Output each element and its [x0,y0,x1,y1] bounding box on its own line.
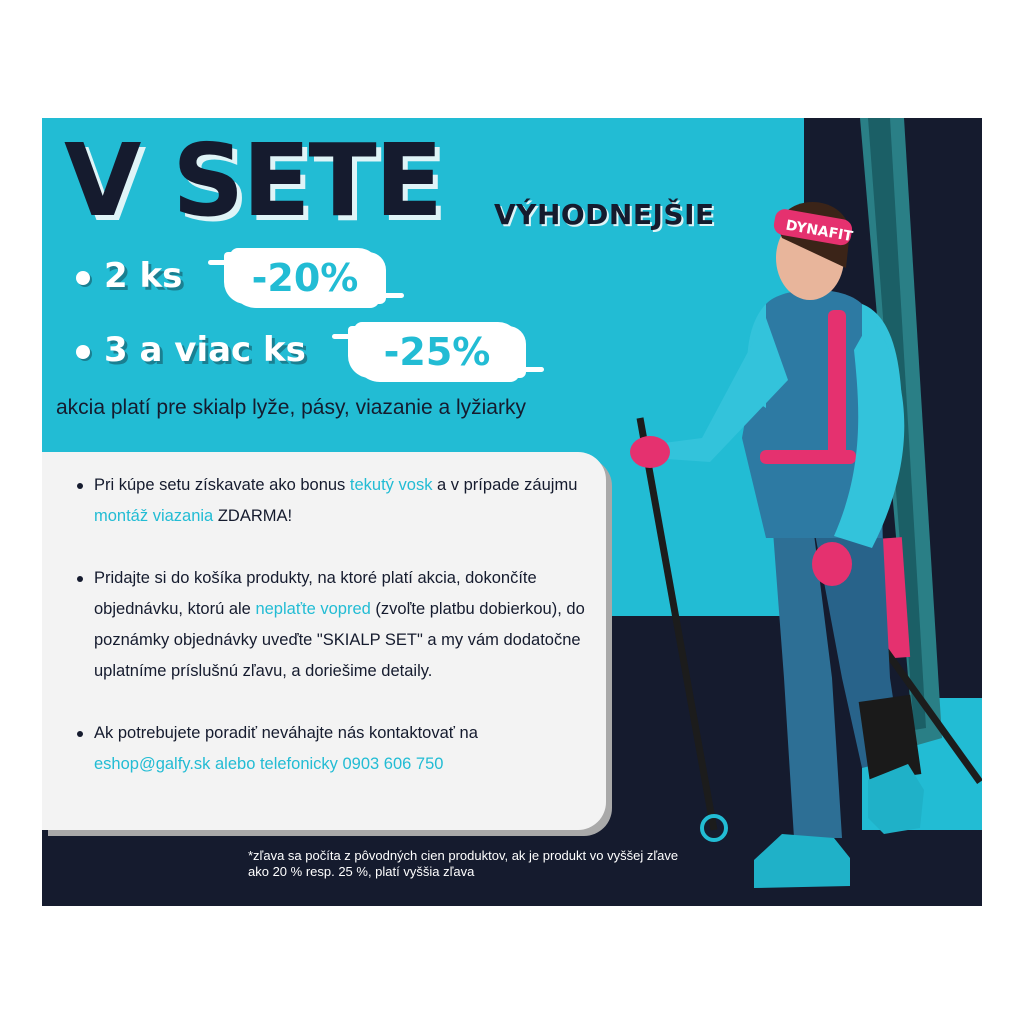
footnote: *zľava sa počíta z pôvodných cien produktov, ak je produkt vo vyššej zľave ako 20 % resp. 25 %, platí vyššia zľava [248,848,679,879]
offer-2-label: 3 a viac ks [104,330,306,370]
info-item-order: Pridajte si do košíka produkty, na ktoré platí akcia, dokončíte objednávku, ktorú ale neplaťte vopred (zvoľte platbu dobierkou), do poznámky objednávky uveďte "SKIALP SET" a my vám dodatočne uplatníme príslušnú zľavu, a doriešime detaily. [94,563,594,687]
offer-1-discount-badge [230,248,380,308]
offer-2-discount: -25% [383,330,491,374]
offer-1-discount: -20% [251,256,359,300]
promo-banner [42,118,982,906]
info-list [42,470,594,811]
boot-left [754,834,850,888]
headband-text: DYNAFIT [784,217,854,246]
validity-text: akcia platí pre skialp lyže, pásy, viazanie a lyžiarky [56,396,526,419]
pole-left [640,418,714,830]
contact-link[interactable]: eshop@galfy.sk alebo telefonicky 0903 606 750 [94,755,444,773]
highlight-binding-mount: montáž viazania [94,507,214,525]
offer-1 [76,256,182,296]
info-item-contact: Ak potrebujete poradiť neváhajte nás kontaktovať na eshop@galfy.sk alebo telefonicky 0903 606 750 [94,718,594,780]
headline-subtitle: VÝHODNEJŠIE [494,198,715,231]
highlight-wax: tekutý vosk [349,476,433,494]
offer-1-label: 2 ks [104,256,183,296]
offer-2 [76,330,306,370]
glove-right [812,542,852,586]
bullet-dot-icon [76,271,90,285]
info-item-bonus: Pri kúpe setu získavate ako bonus tekutý vosk a v prípade záujmu montáž viazania ZDARMA! [94,470,594,532]
bullet-dot-icon [76,345,90,359]
info-card [42,452,606,830]
headline-title: V SETE [64,122,442,239]
offer-2-discount-badge [354,322,520,382]
highlight-no-prepay: neplaťte vopred [255,600,371,618]
glove-left [630,436,670,468]
